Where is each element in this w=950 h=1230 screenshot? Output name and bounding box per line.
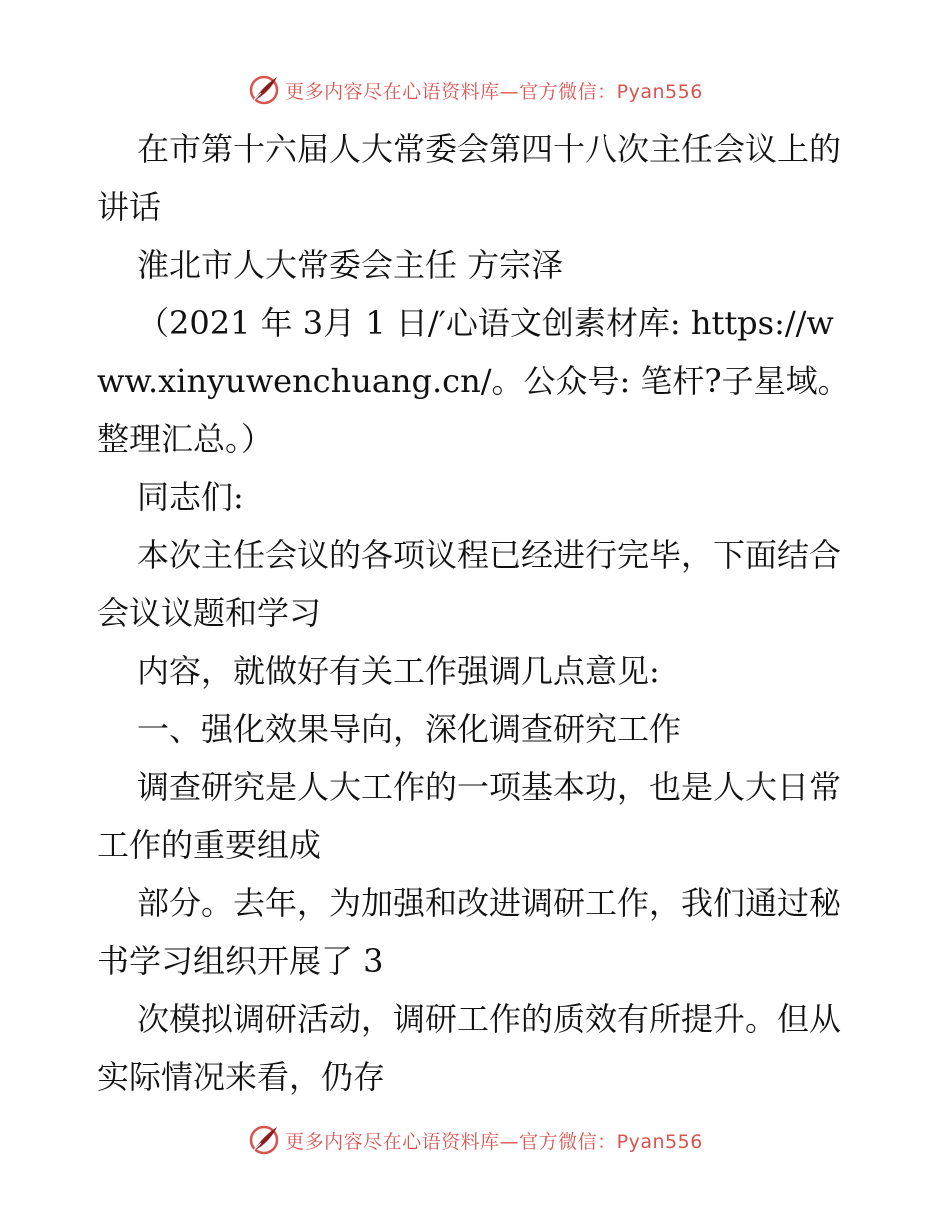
body-paragraph: 次模拟调研活动，调研工作的质效有所提升。但从实际情况来看，仍存 [97,1000,842,1096]
footer-watermark-text: 更多内容尽在心语资料库—官方微信：Pyan556 [285,1130,703,1153]
feather-pen-logo-icon [247,73,281,107]
body-paragraph: 部分。去年，为加强和改进调研工作，我们通过秘书学习组织开展了 3 [97,884,842,980]
document-body [97,120,857,1106]
salutation: 同志们: [137,478,244,516]
body-paragraph: 调查研究是人大工作的一项基本功，也是人大日常工作的重要组成 [97,768,842,864]
author-line: 淮北市人大常委会主任 方宗泽 [137,246,564,284]
header-watermark-banner [0,70,950,110]
feather-pen-logo-icon [247,1123,281,1157]
body-paragraph: 内容，就做好有关工作强调几点意见: [137,652,660,690]
footer-watermark-banner [0,1120,950,1160]
document-title: 在市第十六届人大常委会第四十八次主任会议上的讲话 [97,130,842,226]
header-watermark-text: 更多内容尽在心语资料库—官方微信：Pyan556 [285,80,703,103]
body-paragraph: 本次主任会议的各项议程已经进行完毕，下面结合会议议题和学习 [97,536,842,632]
section-heading: 一、强化效果导向，深化调查研究工作 [137,710,682,748]
date-line: （2021 年 3月 1 日/′心语文创素材库: https://www.xinyuwenchuang.cn/。公众号: 笔杆?子星域。整理汇总。） [97,304,850,458]
